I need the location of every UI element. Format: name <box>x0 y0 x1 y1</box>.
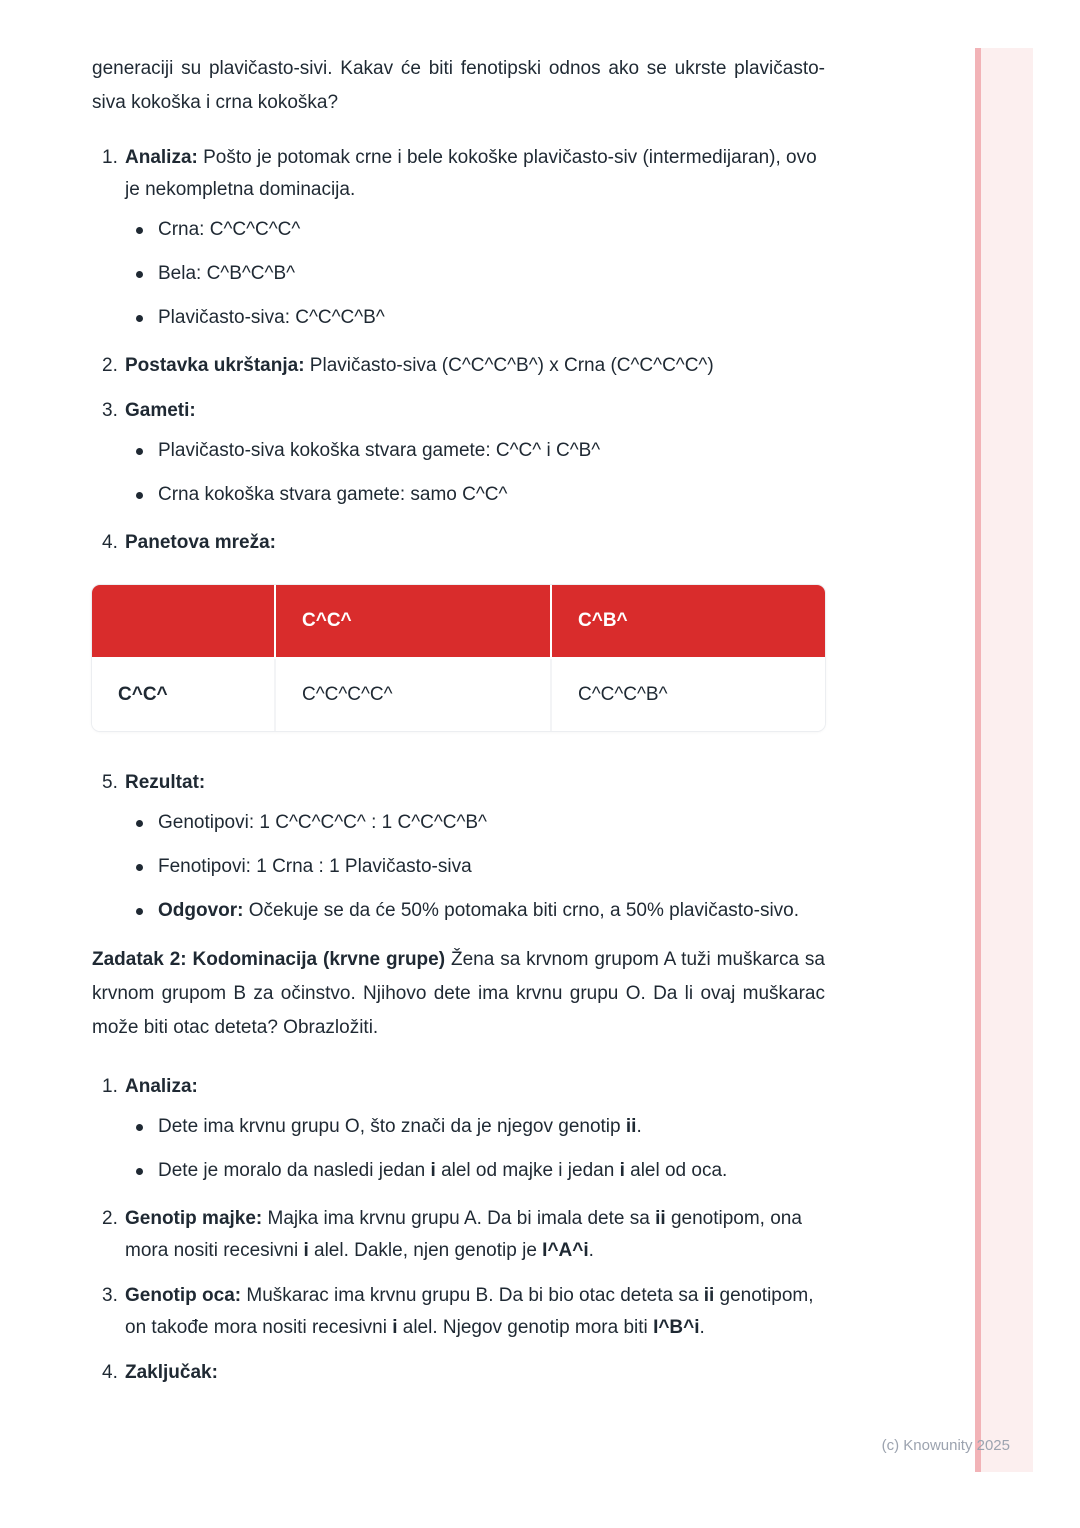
list-item-genotip-oca <box>102 1280 825 1344</box>
analysis-bullet-list <box>125 1111 825 1187</box>
bullet-item: Crna kokoška stvara gamete: samo C^C^ <box>125 479 825 511</box>
list-item-gameti <box>102 395 825 511</box>
list-item-text: Analiza: <box>125 1076 198 1097</box>
bullet-item: Dete je moralo da nasledi jedan i alel od majke i jedan i alel od oca. <box>125 1155 825 1187</box>
task2-heading-paragraph: Zadatak 2: Kodominacija (krvne grupe) Žena sa krvnom grupom A tuži muškarca sa krvnom grupom B za očinstvo. Njihovo dete ima krvnu grupu O. Da li ovaj muškarac može biti otac deteta? Obrazložiti. <box>92 949 825 1038</box>
bullet-item: Fenotipovi: 1 Crna : 1 Plavičasto-siva <box>125 851 825 883</box>
bullet-item: Dete ima krvnu grupu O, što znači da je njegov genotip ii. <box>125 1111 825 1143</box>
bullet-item: Genotipovi: 1 C^C^C^C^ : 1 C^C^C^B^ <box>125 807 825 839</box>
punnett-header-cell: C^C^ <box>275 585 551 658</box>
punnett-square-table <box>92 585 825 731</box>
bullet-item: Bela: C^B^C^B^ <box>125 258 825 290</box>
task2-list <box>92 1071 825 1389</box>
punnett-cell: C^C^C^B^ <box>551 658 825 731</box>
punnett-data-row <box>92 658 825 731</box>
punnett-header-cell: C^B^ <box>551 585 825 658</box>
gamete-bullet-list <box>125 435 825 511</box>
list-item-genotip-majke <box>102 1203 825 1267</box>
list-item-analiza-2 <box>102 1071 825 1187</box>
bullet-item: Odgovor: Očekuje se da će 50% potomaka biti crno, a 50% plavičasto-sivo. <box>125 895 825 927</box>
list-item-text: Genotip majke: Majka ima krvnu grupu A. Da bi imala dete sa ii genotipom, ona mora nositi recesivni i alel. Dakle, njen genotip je I^A^i. <box>125 1208 802 1261</box>
list-item-postavka <box>102 350 825 382</box>
list-item-text: Panetova mreža: <box>125 532 277 553</box>
bullet-item: Plavičasto-siva kokoška stvara gamete: C^C^ i C^B^ <box>125 435 825 467</box>
bullet-item: Plavičasto-siva: C^C^C^B^ <box>125 302 825 334</box>
bullet-item: Crna: C^C^C^C^ <box>125 214 825 246</box>
genotype-bullet-list <box>125 214 825 334</box>
list-item-rezultat <box>102 767 825 927</box>
list-item-text: Postavka ukrštanja: Plavičasto-siva (C^C^C^B^) x Crna (C^C^C^C^) <box>125 355 714 376</box>
task1-result-list <box>92 767 825 927</box>
task1-list <box>92 142 825 559</box>
list-item-text: Gameti: <box>125 400 196 421</box>
list-item-text: Rezultat: <box>125 772 206 793</box>
punnett-row-header-cell: C^C^ <box>92 658 275 731</box>
list-item-panetova-mreza <box>102 527 825 559</box>
intro-paragraph: generaciji su plavičasto-sivi. Kakav će biti fenotipski odnos ako se ukrste plavičasto-siva kokoška i crna kokoška? <box>92 58 825 113</box>
decorative-right-stripe <box>975 48 1033 1472</box>
list-item-text: Zaključak: <box>125 1362 218 1383</box>
punnett-header-row <box>92 585 825 658</box>
list-item-analiza <box>102 142 825 334</box>
punnett-cell: C^C^C^C^ <box>275 658 551 731</box>
footer-credit: (c) Knowunity 2025 <box>881 1437 1010 1454</box>
list-item-zakljucak <box>102 1357 825 1389</box>
punnett-corner-cell <box>92 585 275 658</box>
list-item-text: Genotip oca: Muškarac ima krvnu grupu B. Da bi bio otac deteta sa ii genotipom, on takođe mora nositi recesivni i alel. Njegov genotip mora biti I^B^i. <box>125 1285 814 1338</box>
list-item-text: Analiza: Pošto je potomak crne i bele kokoške plavičasto-siv (intermedijaran), ovo je nekompletna dominacija. <box>125 147 817 200</box>
result-bullet-list <box>125 807 825 927</box>
